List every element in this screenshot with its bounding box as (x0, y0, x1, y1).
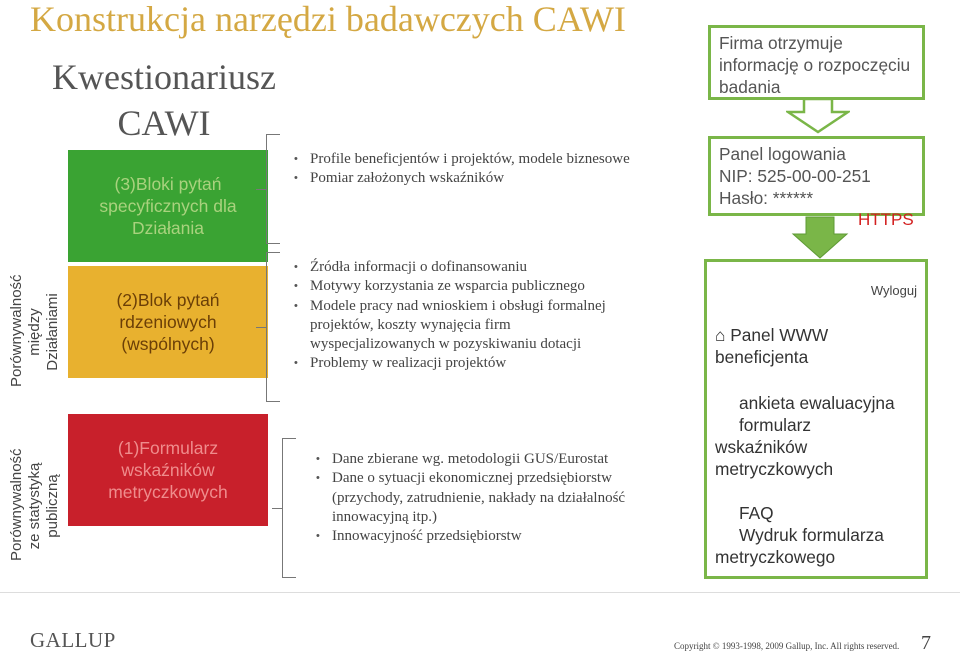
beneficiary-panel (704, 259, 928, 579)
block-core-questions: (2)Blok pytań rdzeniowych (wspólnych) (68, 266, 268, 378)
bracket-tick (256, 327, 266, 328)
faq-link[interactable]: FAQ (739, 503, 774, 523)
print-link-cont[interactable]: metryczkowego (715, 547, 836, 567)
print-link[interactable]: Wydruk formularza (739, 525, 884, 545)
form-link[interactable]: formularz (739, 415, 812, 435)
survey-links (715, 392, 925, 480)
survey-link[interactable]: ankieta ewaluacyjna (739, 393, 895, 413)
copyright-text: Copyright © 1993-1998, 2009 Gallup, Inc. All rights reserved. (674, 641, 900, 651)
list-item: • Problemy w realizacji projektów (290, 354, 630, 373)
metrics-link[interactable]: wskaźników metryczkowych (715, 437, 834, 479)
slide-title: Konstrukcja narzędzi badawczych CAWI (30, 0, 626, 39)
questionnaire-heading: Kwestionariusz CAWI (52, 57, 276, 143)
gallup-logo: GALLUP (30, 628, 116, 652)
bracket-group3 (266, 134, 280, 244)
bracket-tick (256, 189, 266, 190)
down-arrow-icon (791, 216, 849, 260)
bullets-group1 (312, 450, 642, 546)
list-item: • Źródła informacji o dofinansowaniu (290, 258, 630, 277)
page-number: 7 (921, 632, 931, 653)
list-item: • Pomiar założonych wskaźników (290, 169, 640, 188)
login-panel (708, 136, 925, 216)
bracket-group2 (266, 252, 280, 402)
logout-link[interactable]: Wyloguj (870, 283, 917, 298)
list-item: • Profile beneficjentów i projektów, modele biznesowe (290, 150, 640, 169)
side-label-public-stats-text: Porównywalność ze statystyką publiczną (8, 448, 61, 561)
login-nip[interactable]: NIP: 525-00-00-251 (719, 166, 871, 186)
side-label-public-stats (8, 448, 62, 561)
login-password[interactable]: Hasło: ****** (719, 188, 814, 208)
bracket-group1 (282, 438, 296, 578)
list-item: • Modele pracy nad wnioskiem i obsługi formalnej projektów, koszty wynajęcia firm wyspecjalizowanych w pozyskiwaniu dotacji (290, 297, 630, 355)
login-panel-title: Panel logowania (719, 144, 846, 164)
list-item: • Innowacyjność przedsiębiorstw (312, 527, 642, 546)
block-specific-questions: (3)Bloki pytań specyficznych dla Działania (68, 150, 268, 262)
bullets-group2 (290, 258, 630, 374)
block-metric-form: (1)Formularz wskaźników metryczkowych (68, 414, 268, 526)
bracket-tick (272, 508, 282, 509)
https-label: HTTPS (858, 210, 914, 229)
down-arrow-icon (786, 98, 850, 134)
side-label-between-actions-text: Porównywalność między Działaniami (8, 274, 61, 387)
help-links (715, 502, 925, 568)
flow-step-notification: Firma otrzymuje informację o rozpoczęciu badania (708, 25, 925, 100)
panel-www-label: Panel WWW beneficjenta (715, 325, 829, 367)
bullets-group3 (290, 150, 640, 189)
list-item: • Dane zbierane wg. metodologii GUS/Eurostat (312, 450, 642, 469)
home-icon[interactable]: ⌂ (715, 325, 726, 345)
list-item: • Dane o sytuacji ekonomicznej przedsiębiorstw (przychody, zatrudnienie, nakłady na działalność innowacyjną itp.) (312, 469, 642, 527)
list-item: • Motywy korzystania ze wsparcia publicznego (290, 277, 630, 296)
footer-divider (0, 592, 960, 593)
side-label-between-actions (8, 274, 62, 387)
panel-www-heading (715, 324, 895, 368)
